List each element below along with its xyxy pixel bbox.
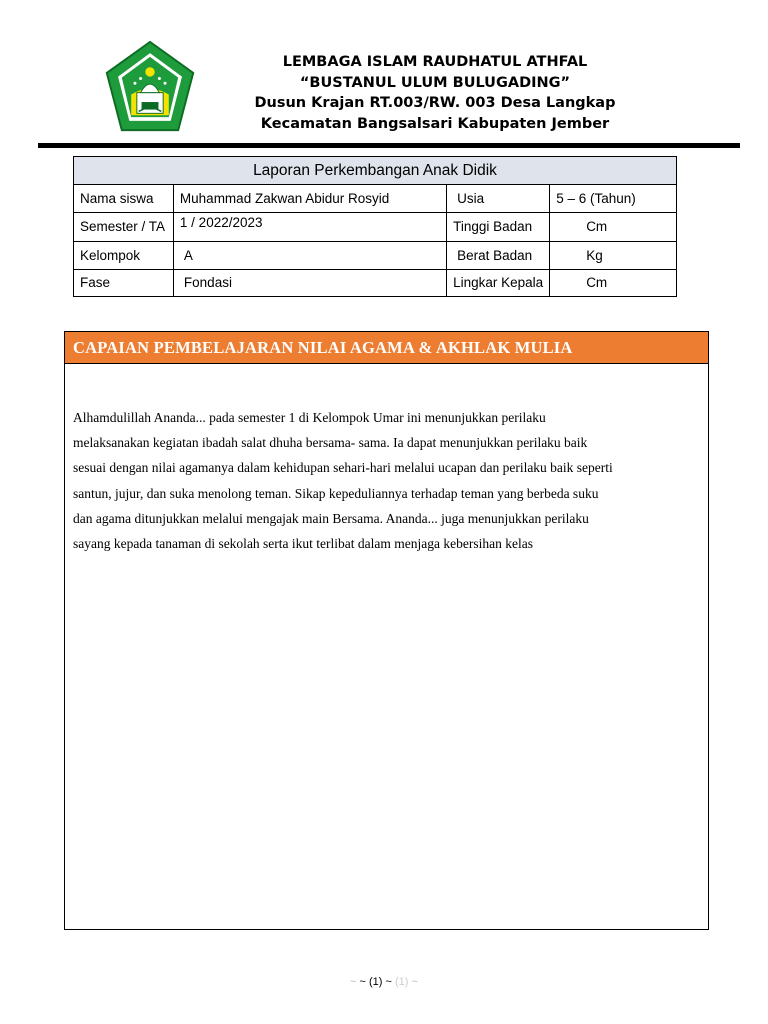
table-row (74, 242, 677, 270)
district-line: Kecamatan Bangsalsari Kabupaten Jember (260, 115, 610, 132)
label-head-circumference: Lingkar Kepala (447, 269, 550, 297)
letterhead (215, 52, 655, 134)
achievement-heading: CAPAIAN PEMBELAJARAN NILAI AGAMA & AKHLAK MULIA (65, 332, 708, 364)
narrative-line: sayang kepada tanaman di sekolah serta ikut terlibat dalam menjaga kebersihan kelas (73, 536, 533, 552)
narrative-line: Alhamdulillah Ananda... pada semester 1 di Kelompok Umar ini menunjukkan perilaku (73, 410, 546, 425)
student-info-table (73, 156, 677, 297)
narrative-line: sesuai dengan nilai agamanya dalam kehidupan sehari-hari melalui ucapan dan perilaku baik seperti (73, 460, 613, 476)
footer-tilde-left: ~ (350, 976, 357, 988)
school-name: “BUSTANUL ULUM BULUGADING” (299, 74, 571, 91)
page-number: ~ (1) ~ (359, 976, 392, 988)
institution-name: LEMBAGA ISLAM RAUDHATUL ATHFAL (282, 54, 588, 70)
value-semester: 1 / 2022/2023 (173, 212, 446, 242)
achievement-section (64, 331, 709, 930)
label-semester: Semester / TA (74, 212, 174, 242)
narrative-line: dan agama ditunjukkan melalui mengajak main Bersama. Ananda... juga menunjukkan perilaku (73, 510, 589, 526)
value-name: Muhammad Zakwan Abidur Rosyid (173, 185, 446, 213)
label-height: Tinggi Badan (447, 212, 550, 242)
value-height: Cm (550, 212, 677, 242)
label-group: Kelompok (74, 242, 174, 270)
narrative-line: santun, jujur, dan suka menolong teman. Sikap kepeduliannya terhadap teman yang berbeda suku (73, 485, 599, 501)
address-line: Dusun Krajan RT.003/RW. 003 Desa Langkap (254, 95, 616, 111)
narrative-line: melaksanakan kegiatan ibadah salat dhuha bersama- sama. Ia dapat menunjukkan perilaku baik (73, 435, 588, 451)
table-row (74, 185, 677, 213)
footer-tilde-right: ~ (411, 976, 418, 988)
value-age: 5 – 6 (Tahun) (550, 185, 677, 213)
label-name: Nama siswa (74, 185, 174, 213)
table-row (74, 212, 677, 242)
achievement-narrative (73, 405, 701, 556)
value-head-circumference: Cm (550, 269, 677, 297)
letterhead-divider (38, 143, 740, 148)
label-weight: Berat Badan (447, 242, 550, 270)
page-footer (0, 976, 768, 988)
report-title: Laporan Perkembangan Anak Didik (74, 157, 677, 185)
table-row (74, 269, 677, 297)
page-number-faint: (1) (395, 976, 409, 988)
school-logo (103, 40, 197, 134)
label-phase: Fase (74, 269, 174, 297)
label-age: Usia (447, 185, 550, 213)
value-phase: Fondasi (173, 269, 446, 297)
value-group: A (173, 242, 446, 270)
value-weight: Kg (550, 242, 677, 270)
